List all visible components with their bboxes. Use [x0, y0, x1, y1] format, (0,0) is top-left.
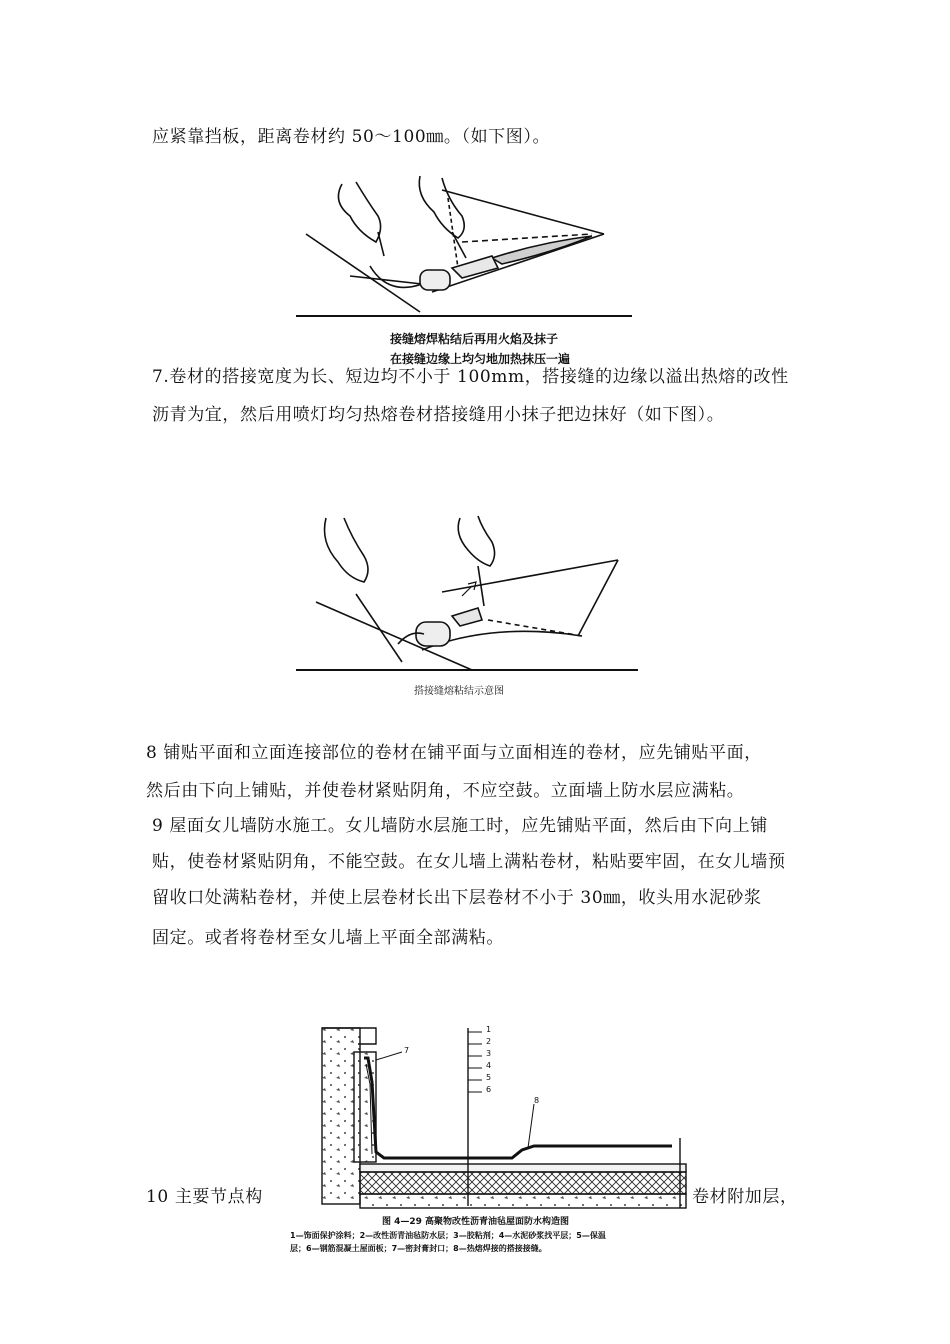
figure-lap-seam: [292, 512, 644, 698]
figure-3-title: 图 4—29 高聚物改性沥青油毡屋面防水构造图: [382, 1217, 570, 1227]
paragraph-8-line-1: 8 铺贴平面和立面连接部位的卷材在铺平面与立面相连的卷材，应先铺贴平面，: [146, 743, 762, 763]
paragraph-10-left: 10 主要节点构: [146, 1187, 263, 1207]
layer-label-6: 6: [486, 1085, 492, 1094]
paragraph-1: 应紧靠挡板，距离卷材约 50～100㎜。（如下图）。: [152, 127, 551, 147]
roof-section-drawing: [272, 1022, 690, 1212]
paragraph-9-line-4: 固定。或者将卷材至女儿墙上平面全部满粘。: [152, 928, 504, 948]
layer-label-8: 8: [534, 1096, 540, 1105]
lap-seam-illustration: [292, 512, 644, 672]
paragraph-10-right: 卷材附加层，: [692, 1187, 798, 1207]
layer-label-3: 3: [486, 1049, 492, 1058]
figure-seam-welding: [292, 172, 636, 368]
figure-roof-section: [272, 1022, 690, 1258]
figure-1-caption-line-2: 在接缝边缘上均匀地加热抹压一遍: [390, 352, 571, 366]
paragraph-7-line-2: 沥青为宜，然后用喷灯均匀热熔卷材搭接缝用小抹子把边抹好（如下图）。: [152, 405, 725, 425]
paragraph-9-line-3: 留收口处满粘卷材，并使上层卷材长出下层卷材不小于 30㎜，收头用水泥砂浆: [152, 888, 762, 908]
figure-3-legend-line-1: 1—饰面保护涂料；2—改性沥青油毡防水层；3—胶粘剂；4—水泥砂浆找平层；5—保温: [290, 1231, 606, 1240]
paragraph-8-line-2: 然后由下向上铺贴，并使卷材紧贴阴角，不应空鼓。立面墙上防水层应满粘。: [146, 781, 745, 801]
paragraph-9-line-2: 贴，使卷材紧贴阴角，不能空鼓。在女儿墙上满粘卷材，粘贴要牢固，在女儿墙预: [152, 852, 786, 872]
figure-3-legend-line-2: 层；6—钢筋混凝土屋面板；7—密封膏封口；8—热熔焊接的搭接接缝。: [290, 1244, 547, 1253]
paragraph-7-line-1: 7.卷材的搭接宽度为长、短边均不小于 100mm，搭接缝的边缘以溢出热熔的改性: [152, 367, 789, 387]
figure-1-caption-line-1: 接缝熔焊粘结后再用火焰及抹子: [390, 332, 559, 346]
paragraph-9-line-1: 9 屋面女儿墙防水施工。女儿墙防水层施工时，应先铺贴平面，然后由下向上铺: [152, 816, 768, 836]
layer-label-5: 5: [486, 1073, 492, 1082]
figure-2-caption: 搭接缝熔粘结示意图: [414, 686, 504, 697]
layer-label-2: 2: [486, 1037, 492, 1046]
seam-welding-illustration: [292, 172, 636, 322]
layer-label-1: 1: [486, 1025, 492, 1034]
layer-label-7: 7: [404, 1046, 410, 1055]
layer-label-4: 4: [486, 1061, 492, 1070]
